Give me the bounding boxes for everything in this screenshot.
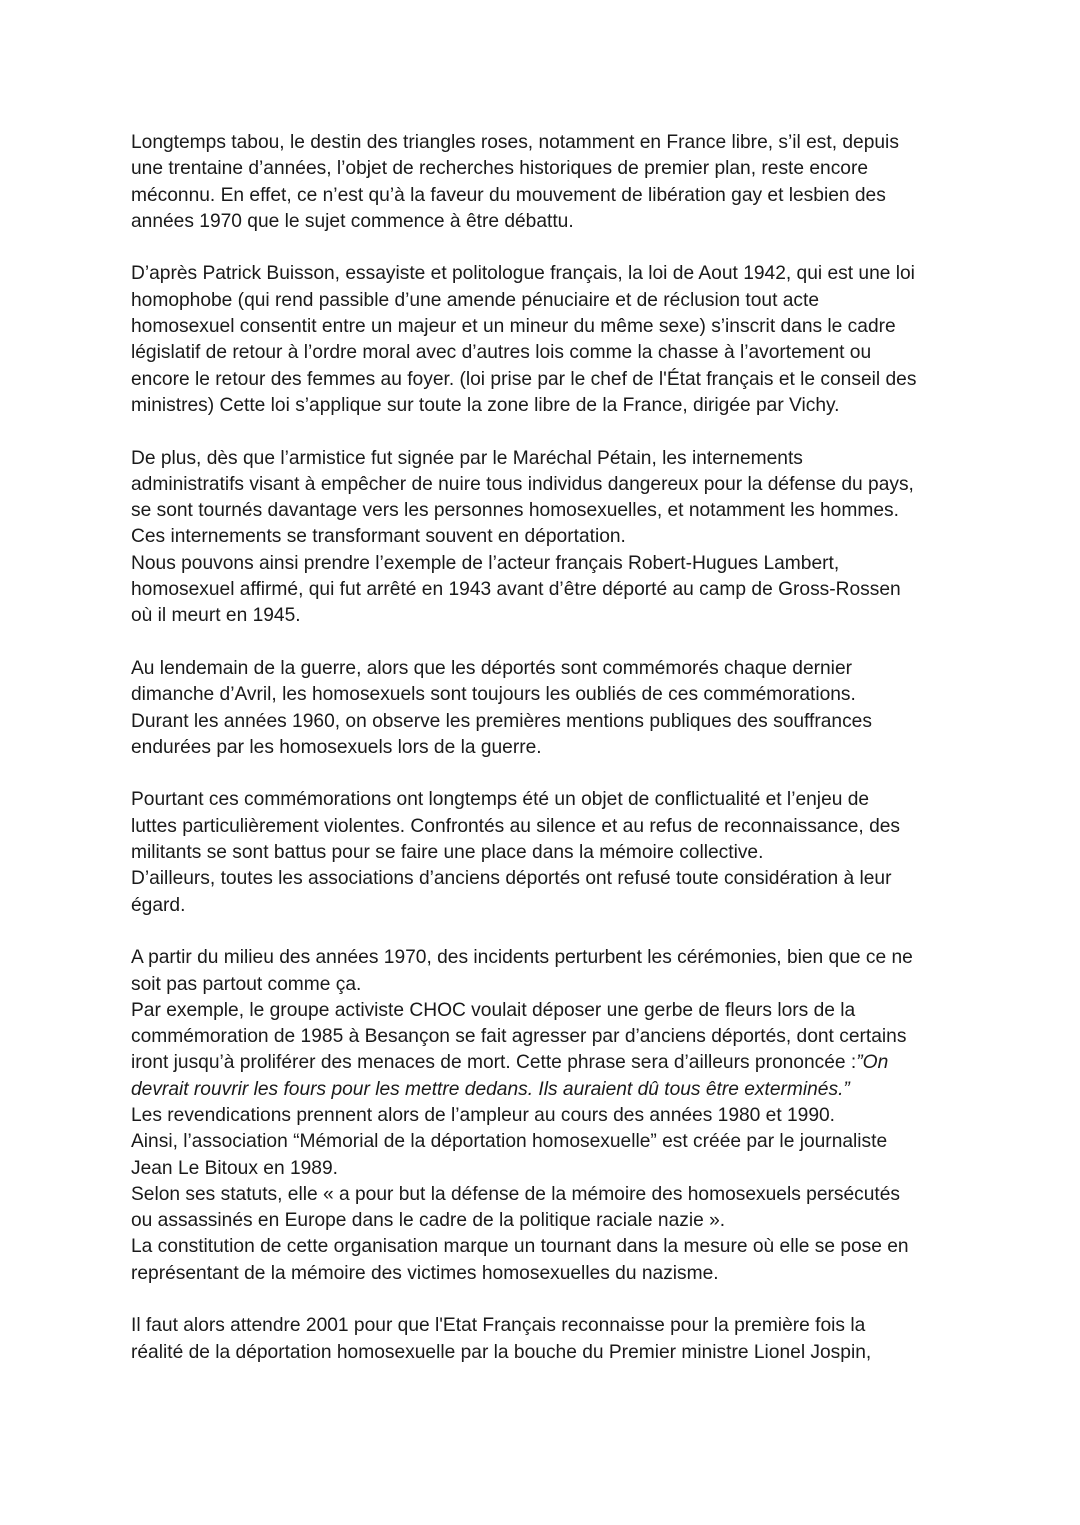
paragraph	[131, 945, 961, 1287]
text-line	[131, 945, 961, 971]
line-text: années 1970 que le sujet commence à être débattu.	[131, 210, 574, 232]
paragraph	[131, 656, 961, 761]
line-text: De plus, dès que l’armistice fut signée par le Maréchal Pétain, les internements	[131, 447, 803, 469]
text-line	[131, 261, 961, 287]
line-text: A partir du milieu des années 1970, des incidents perturbent les cérémonies, bien que ce ne	[131, 947, 913, 969]
text-line	[131, 840, 961, 866]
line-text: homosexuel affirmé, qui fut arrêté en 1943 avant d’être déporté au camp de Gross-Rossen	[131, 579, 901, 601]
line-text: Nous pouvons ainsi prendre l’exemple de l’acteur français Robert-Hugues Lambert,	[131, 552, 840, 574]
text-line	[131, 183, 961, 209]
line-text: égard.	[131, 894, 186, 916]
line-text: représentant de la mémoire des victimes homosexuelles du nazisme.	[131, 1262, 719, 1284]
paragraph	[131, 130, 961, 235]
text-line	[131, 209, 961, 235]
line-text: Pourtant ces commémorations ont longtemps été un objet de conflictualité et l’enjeu de	[131, 789, 870, 811]
line-text: réalité de la déportation homosexuelle par la bouche du Premier ministre Lionel Jospin,	[131, 1341, 872, 1363]
paragraph	[131, 446, 961, 630]
text-line	[131, 866, 961, 892]
line-text: encore le retour des femmes au foyer. (loi prise par le chef de l'État français et le conseil des	[131, 368, 917, 390]
line-text: se sont tournés davantage vers les personnes homosexuelles, et notamment les hommes.	[131, 500, 899, 522]
line-text: Durant les années 1960, on observe les premières mentions publiques des souffrances	[131, 710, 872, 732]
quote-text: devrait rouvrir les fours pour les mettre dedans. Ils auraient dû tous être exterminés.”	[131, 1078, 850, 1100]
quote-text: ”On	[856, 1052, 889, 1074]
text-line	[131, 972, 961, 998]
text-line	[131, 1340, 961, 1366]
paragraph	[131, 787, 961, 918]
text-line	[131, 367, 961, 393]
line-text: Au lendemain de la guerre, alors que les déportés sont commémorés chaque dernier	[131, 657, 853, 679]
line-text: Selon ses statuts, elle « a pour but la défense de la mémoire des homosexuels persécutés	[131, 1183, 901, 1205]
text-line	[131, 709, 961, 735]
text-line	[131, 498, 961, 524]
line-text: soit pas partout comme ça.	[131, 973, 362, 995]
line-text: D’ailleurs, toutes les associations d’anciens déportés ont refusé toute considération à leur	[131, 868, 892, 890]
text-line	[131, 1234, 961, 1260]
line-text: iront jusqu’à proliférer des menaces de mort. Cette phrase sera d’ailleurs prononcée :	[131, 1052, 857, 1074]
text-line	[131, 1208, 961, 1234]
paragraph	[131, 1313, 961, 1366]
line-text: militants se sont battus pour se faire une place dans la mémoire collective.	[131, 842, 764, 864]
text-line	[131, 393, 961, 419]
text-line	[131, 893, 961, 919]
line-text: où il meurt en 1945.	[131, 605, 301, 627]
text-line	[131, 314, 961, 340]
line-text: Jean Le Bitoux en 1989.	[131, 1157, 338, 1179]
text-line	[131, 1050, 961, 1076]
text-line	[131, 998, 961, 1024]
text-line	[131, 735, 961, 761]
line-text: commémoration de 1985 à Besançon se fait agresser par d’anciens déportés, dont certains	[131, 1026, 907, 1048]
text-line	[131, 130, 961, 156]
line-text: homosexuel consentit entre un majeur et un mineur du même sexe) s’inscrit dans le cadre	[131, 316, 896, 338]
line-text: administratifs visant à empêcher de nuire tous individus dangereux pour la défense du pays,	[131, 473, 914, 495]
line-text: ministres) Cette loi s’applique sur toute la zone libre de la France, dirigée par Vichy.	[131, 394, 840, 416]
line-text: méconnu. En effet, ce n’est qu’à la faveur du mouvement de libération gay et lesbien des	[131, 184, 886, 206]
text-line	[131, 682, 961, 708]
line-text: Ainsi, l’association “Mémorial de la déportation homosexuelle” est créée par le journaliste	[131, 1131, 888, 1153]
line-text: La constitution de cette organisation marque un tournant dans la mesure où elle se pose en	[131, 1236, 909, 1258]
text-line	[131, 156, 961, 182]
text-line	[131, 340, 961, 366]
line-text: Longtemps tabou, le destin des triangles roses, notamment en France libre, s’il est, depuis	[131, 132, 899, 153]
document-page	[131, 130, 961, 1392]
text-line	[131, 446, 961, 472]
text-line	[131, 1182, 961, 1208]
text-line	[131, 656, 961, 682]
paragraph	[131, 261, 961, 419]
line-text: homophobe (qui rend passible d’une amende pénuciaire et de réclusion tout acte	[131, 289, 820, 311]
text-line	[131, 603, 961, 629]
line-text: Les revendications prennent alors de l’ampleur au cours des années 1980 et 1990.	[131, 1104, 836, 1126]
text-line	[131, 1024, 961, 1050]
text-line	[131, 551, 961, 577]
line-text: ou assassinés en Europe dans le cadre de la politique raciale nazie ».	[131, 1210, 726, 1232]
text-line	[131, 787, 961, 813]
line-text: endurées par les homosexuels lors de la guerre.	[131, 736, 542, 758]
line-text: Par exemple, le groupe activiste CHOC voulait déposer une gerbe de fleurs lors de la	[131, 999, 856, 1021]
text-line	[131, 814, 961, 840]
line-text: une trentaine d’années, l’objet de recherches historiques de premier plan, reste encore	[131, 158, 869, 180]
text-line	[131, 1103, 961, 1129]
line-text: dimanche d’Avril, les homosexuels sont toujours les oubliés de ces commémorations.	[131, 684, 856, 706]
line-text: luttes particulièrement violentes. Confrontés au silence et au refus de reconnaissance, des	[131, 815, 900, 837]
text-line	[131, 1261, 961, 1287]
line-text: Ces internements se transformant souvent en déportation.	[131, 526, 626, 548]
text-line	[131, 577, 961, 603]
text-line	[131, 524, 961, 550]
text-line	[131, 1313, 961, 1339]
text-line	[131, 1156, 961, 1182]
text-line	[131, 1077, 961, 1103]
line-text: Il faut alors attendre 2001 pour que l'Etat Français reconnaisse pour la première fois la	[131, 1315, 866, 1337]
text-line	[131, 472, 961, 498]
line-text: D’après Patrick Buisson, essayiste et politologue français, la loi de Aout 1942, qui est une loi	[131, 263, 915, 285]
text-line	[131, 288, 961, 314]
text-line	[131, 1129, 961, 1155]
line-text: législatif de retour à l’ordre moral avec d’autres lois comme la chasse à l’avortement ou	[131, 342, 872, 364]
